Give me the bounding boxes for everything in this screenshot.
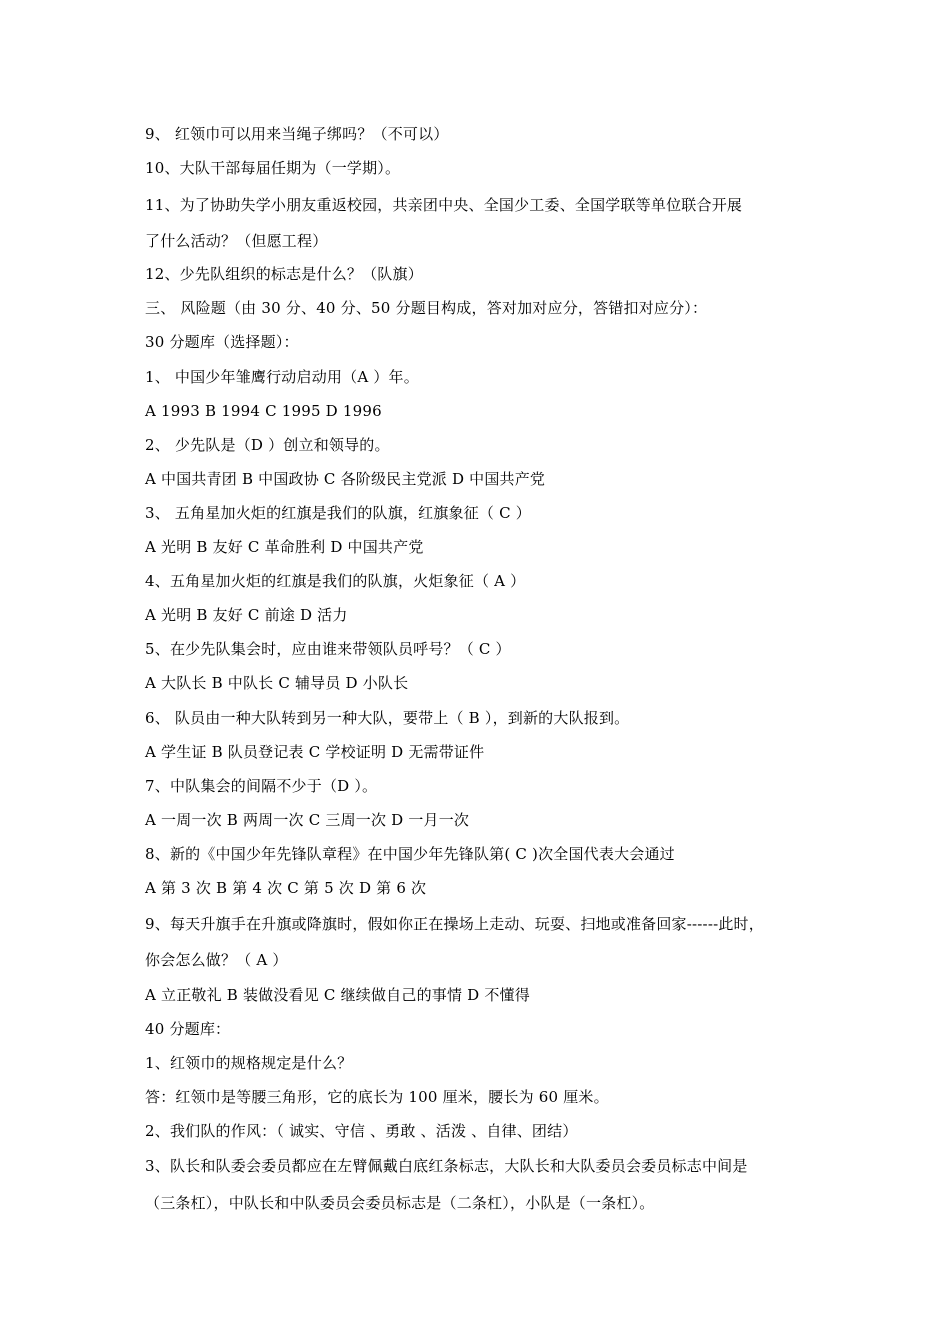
- text-line: 1、 中国少年雏鹰行动启动用（A ）年。: [145, 368, 419, 386]
- text-line: 3、 五角星加火炬的红旗是我们的队旗，红旗象征（ C ）: [145, 504, 531, 522]
- text-line: 你会怎么做？（ A ）: [145, 951, 288, 969]
- text-line: A 光明 B 友好 C 前途 D 活力: [145, 606, 348, 624]
- text-line: 5、在少先队集会时，应由谁来带领队员呼号？（ C ）: [145, 640, 511, 658]
- text-line: 10、大队干部每届任期为（一学期）。: [145, 159, 401, 177]
- text-line: 2、我们队的作风：（ 诚实、守信 、勇敢 、活泼 、自律、团结）: [145, 1122, 578, 1140]
- text-line: A 第 3 次 B 第 4 次 C 第 5 次 D 第 6 次: [145, 879, 427, 897]
- text-line: 9、 红领巾可以用来当绳子绑吗？（不可以）: [145, 125, 449, 143]
- text-line: A 立正敬礼 B 装做没看见 C 继续做自己的事情 D 不懂得: [145, 986, 530, 1004]
- text-line: 9、每天升旗手在升旗或降旗时，假如你正在操场上走动、玩耍、扫地或准备回家------此时，: [145, 915, 764, 933]
- text-line: 11、为了协助失学小朋友重返校园，共亲团中央、全国少工委、全国学联等单位联合开展: [145, 196, 743, 214]
- text-line: A 中国共青团 B 中国政协 C 各阶级民主党派 D 中国共产党: [145, 470, 546, 488]
- text-line: 6、 队员由一种大队转到另一种大队，要带上（ B ），到新的大队报到。: [145, 709, 630, 727]
- text-line: 2、 少先队是（D ）创立和领导的。: [145, 436, 390, 454]
- text-line: （三条杠），中队长和中队委员会委员标志是（二条杠），小队是（一条杠）。: [145, 1194, 655, 1212]
- text-line: A 学生证 B 队员登记表 C 学校证明 D 无需带证件: [145, 743, 485, 761]
- text-line: 3、队长和队委会委员都应在左臂佩戴白底红条标志，大队长和大队委员会委员标志中间是: [145, 1157, 748, 1175]
- text-line: A 1993 B 1994 C 1995 D 1996: [145, 402, 382, 420]
- text-line: 8、新的《中国少年先锋队章程》在中国少年先锋队第( C )次全国代表大会通过: [145, 845, 675, 863]
- text-line: A 大队长 B 中队长 C 辅导员 D 小队长: [145, 674, 409, 692]
- text-line: A 光明 B 友好 C 革命胜利 D 中国共产党: [145, 538, 424, 556]
- text-line: 40 分题库：: [145, 1020, 231, 1038]
- text-line: 了什么活动？（但愿工程）: [145, 232, 328, 250]
- text-line: 答：红领巾是等腰三角形，它的底长为 100 厘米，腰长为 60 厘米。: [145, 1088, 609, 1106]
- text-line: A 一周一次 B 两周一次 C 三周一次 D 一月一次: [145, 811, 470, 829]
- text-line: 12、少先队组织的标志是什么？（队旗）: [145, 265, 423, 283]
- text-line: 三、 风险题（由 30 分、40 分、50 分题目构成，答对加对应分，答错扣对应分）：: [145, 299, 708, 317]
- text-line: 4、五角星加火炬的红旗是我们的队旗，火炬象征（ A ）: [145, 572, 526, 590]
- text-line: 7、中队集会的间隔不少于（D ）。: [145, 777, 378, 795]
- text-line: 1、红领巾的规格规定是什么？: [145, 1054, 353, 1072]
- text-line: 30 分题库（选择题）：: [145, 333, 299, 351]
